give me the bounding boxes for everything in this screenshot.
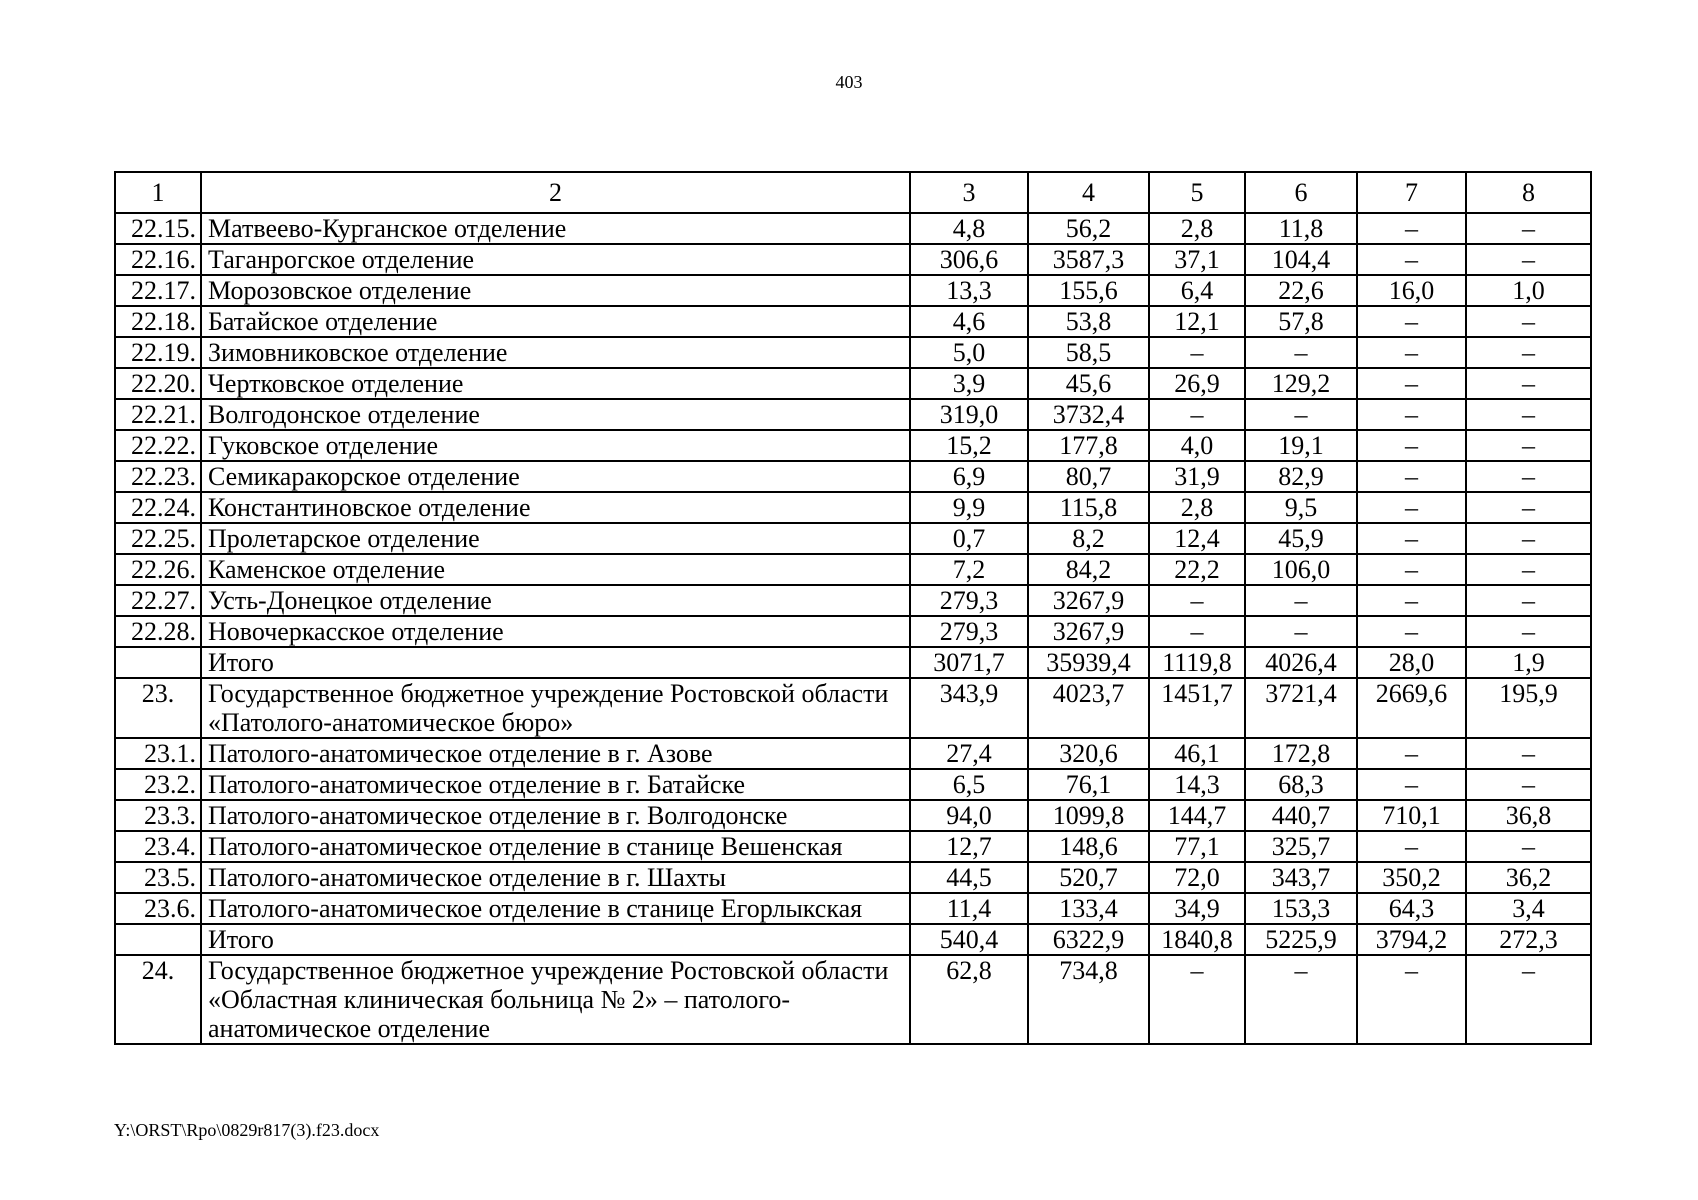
table-row [115,862,1591,893]
table-row [115,893,1591,924]
value-cell: – [1245,337,1357,368]
header-cell: 3 [910,172,1028,213]
row-number-cell: 22.20. [115,368,201,399]
value-cell: – [1466,213,1591,244]
row-number-cell: 22.28. [115,616,201,647]
value-cell: 520,7 [1028,862,1149,893]
value-cell: 3732,4 [1028,399,1149,430]
value-cell: 8,2 [1028,523,1149,554]
row-name-cell: Итого [201,924,910,955]
value-cell: – [1245,955,1357,1044]
value-cell: 64,3 [1357,893,1466,924]
value-cell: 76,1 [1028,769,1149,800]
value-cell: 34,9 [1149,893,1245,924]
row-name-cell: Зимовниковское отделение [201,337,910,368]
value-cell: 36,2 [1466,862,1591,893]
table-row [115,924,1591,955]
value-cell: – [1466,585,1591,616]
header-cell: 7 [1357,172,1466,213]
value-cell: 68,3 [1245,769,1357,800]
value-cell: 56,2 [1028,213,1149,244]
value-cell: 58,5 [1028,337,1149,368]
value-cell: 2,8 [1149,492,1245,523]
value-cell: 177,8 [1028,430,1149,461]
value-cell: 3,9 [910,368,1028,399]
value-cell: – [1357,738,1466,769]
row-number-cell: 23.5. [115,862,201,893]
table-row [115,213,1591,244]
row-name-cell: Патолого-анатомическое отделение в станице Егорлыкская [201,893,910,924]
value-cell: – [1245,616,1357,647]
value-cell: – [1466,492,1591,523]
value-cell: – [1149,399,1245,430]
row-number-cell: 23.2. [115,769,201,800]
value-cell: 148,6 [1028,831,1149,862]
row-number-cell: 22.23. [115,461,201,492]
header-cell: 4 [1028,172,1149,213]
row-name-cell: Пролетарское отделение [201,523,910,554]
value-cell: 1099,8 [1028,800,1149,831]
value-cell: – [1466,337,1591,368]
value-cell: – [1466,831,1591,862]
value-cell: 6,5 [910,769,1028,800]
table-row [115,800,1591,831]
row-name-cell: Новочеркасское отделение [201,616,910,647]
row-number-cell [115,647,201,678]
value-cell: – [1357,461,1466,492]
value-cell: – [1466,616,1591,647]
value-cell: 343,9 [910,678,1028,738]
header-cell: 5 [1149,172,1245,213]
row-number-cell [115,924,201,955]
value-cell: 734,8 [1028,955,1149,1044]
table-row [115,461,1591,492]
value-cell: 320,6 [1028,738,1149,769]
value-cell: 15,2 [910,430,1028,461]
value-cell: – [1245,399,1357,430]
row-number-cell: 23. [115,678,201,738]
value-cell: 1,0 [1466,275,1591,306]
row-name-cell: Волгодонское отделение [201,399,910,430]
value-cell: – [1357,955,1466,1044]
table-row [115,831,1591,862]
value-cell: 104,4 [1245,244,1357,275]
row-name-cell: Патолого-анатомическое отделение в г. Батайске [201,769,910,800]
value-cell: 1451,7 [1149,678,1245,738]
value-cell: 11,4 [910,893,1028,924]
value-cell: – [1357,399,1466,430]
value-cell: 153,3 [1245,893,1357,924]
value-cell: – [1357,585,1466,616]
value-cell: 306,6 [910,244,1028,275]
value-cell: 106,0 [1245,554,1357,585]
value-cell: – [1466,399,1591,430]
table-row [115,430,1591,461]
value-cell: 4023,7 [1028,678,1149,738]
value-cell: 45,9 [1245,523,1357,554]
value-cell: 77,1 [1149,831,1245,862]
row-number-cell: 22.27. [115,585,201,616]
row-number-cell: 22.19. [115,337,201,368]
row-number-cell: 23.1. [115,738,201,769]
row-name-cell: Матвеево-Курганское отделение [201,213,910,244]
value-cell: 5,0 [910,337,1028,368]
page-number: 403 [835,72,863,92]
value-cell: 7,2 [910,554,1028,585]
row-number-cell: 22.25. [115,523,201,554]
row-name-cell: Семикаракорское отделение [201,461,910,492]
table-row [115,275,1591,306]
value-cell: – [1466,306,1591,337]
row-number-cell: 22.17. [115,275,201,306]
value-cell: 53,8 [1028,306,1149,337]
value-cell: 6,9 [910,461,1028,492]
value-cell: 19,1 [1245,430,1357,461]
value-cell: 350,2 [1357,862,1466,893]
row-number-cell: 22.16. [115,244,201,275]
value-cell: – [1357,337,1466,368]
value-cell: 144,7 [1149,800,1245,831]
value-cell: 172,8 [1245,738,1357,769]
value-cell: 35939,4 [1028,647,1149,678]
row-name-cell: Усть-Донецкое отделение [201,585,910,616]
value-cell: 540,4 [910,924,1028,955]
value-cell: 115,8 [1028,492,1149,523]
value-cell: 0,7 [910,523,1028,554]
value-cell: 710,1 [1357,800,1466,831]
value-cell: – [1466,461,1591,492]
table-row [115,368,1591,399]
value-cell: 3267,9 [1028,585,1149,616]
value-cell: 36,8 [1466,800,1591,831]
value-cell: 4,8 [910,213,1028,244]
value-cell: 319,0 [910,399,1028,430]
header-cell: 2 [201,172,910,213]
row-name-cell: Таганрогское отделение [201,244,910,275]
value-cell: 11,8 [1245,213,1357,244]
value-cell: 1840,8 [1149,924,1245,955]
value-cell: 62,8 [910,955,1028,1044]
table-row [115,492,1591,523]
table-row [115,554,1591,585]
row-number-cell: 22.18. [115,306,201,337]
value-cell: 2,8 [1149,213,1245,244]
value-cell: 4026,4 [1245,647,1357,678]
value-cell: 9,5 [1245,492,1357,523]
value-cell: 22,2 [1149,554,1245,585]
value-cell: 440,7 [1245,800,1357,831]
value-cell: 6322,9 [1028,924,1149,955]
value-cell: 4,6 [910,306,1028,337]
value-cell: – [1357,831,1466,862]
value-cell: 3267,9 [1028,616,1149,647]
table-row [115,244,1591,275]
table-row [115,306,1591,337]
value-cell: – [1466,554,1591,585]
value-cell: 28,0 [1357,647,1466,678]
value-cell: – [1149,616,1245,647]
value-cell: 82,9 [1245,461,1357,492]
row-number-cell: 23.3. [115,800,201,831]
row-number-cell: 23.4. [115,831,201,862]
value-cell: – [1466,244,1591,275]
value-cell: – [1466,738,1591,769]
value-cell: 45,6 [1028,368,1149,399]
value-cell: 27,4 [910,738,1028,769]
value-cell: 4,0 [1149,430,1245,461]
value-cell: 26,9 [1149,368,1245,399]
table-row [115,399,1591,430]
value-cell: 272,3 [1466,924,1591,955]
row-name-cell: Константиновское отделение [201,492,910,523]
row-number-cell: 24. [115,955,201,1044]
header-cell: 8 [1466,172,1591,213]
value-cell: 46,1 [1149,738,1245,769]
row-name-cell: Патолого-анатомическое отделение в г. Азове [201,738,910,769]
table-row [115,955,1591,1044]
value-cell: 1,9 [1466,647,1591,678]
value-cell: 57,8 [1245,306,1357,337]
value-cell: 44,5 [910,862,1028,893]
value-cell: – [1357,769,1466,800]
row-name-cell: Государственное бюджетное учреждение Ростовской области «Областная клиническая больница № 2» – патолого-анатомическое отделение [201,955,910,1044]
value-cell: 343,7 [1245,862,1357,893]
value-cell: – [1357,244,1466,275]
value-cell: 155,6 [1028,275,1149,306]
row-name-cell: Патолого-анатомическое отделение в станице Вешенская [201,831,910,862]
row-number-cell: 22.22. [115,430,201,461]
value-cell: 12,1 [1149,306,1245,337]
table-row [115,337,1591,368]
value-cell: – [1357,554,1466,585]
row-name-cell: Гуковское отделение [201,430,910,461]
value-cell: – [1466,368,1591,399]
value-cell: 133,4 [1028,893,1149,924]
header-cell: 6 [1245,172,1357,213]
value-cell: 195,9 [1466,678,1591,738]
value-cell: 37,1 [1149,244,1245,275]
header-cell: 1 [115,172,201,213]
value-cell: – [1149,585,1245,616]
value-cell: 12,7 [910,831,1028,862]
value-cell: 22,6 [1245,275,1357,306]
row-number-cell: 22.26. [115,554,201,585]
value-cell: – [1357,523,1466,554]
table-row [115,647,1591,678]
data-table [114,171,1592,1045]
table-row [115,738,1591,769]
value-cell: 14,3 [1149,769,1245,800]
table-row [115,769,1591,800]
value-cell: – [1466,430,1591,461]
table-row [115,678,1591,738]
value-cell: 1119,8 [1149,647,1245,678]
row-name-cell: Государственное бюджетное учреждение Ростовской области «Патолого-анатомическое бюро» [201,678,910,738]
file-path-footer: Y:\ORST\Rpo\0829r817(3).f23.docx [114,1120,380,1140]
value-cell: 279,3 [910,616,1028,647]
value-cell: 6,4 [1149,275,1245,306]
row-number-cell: 22.21. [115,399,201,430]
value-cell: – [1357,368,1466,399]
row-number-cell: 23.6. [115,893,201,924]
value-cell: 3794,2 [1357,924,1466,955]
value-cell: 16,0 [1357,275,1466,306]
row-name-cell: Чертковское отделение [201,368,910,399]
value-cell: 325,7 [1245,831,1357,862]
value-cell: – [1357,306,1466,337]
value-cell: 3,4 [1466,893,1591,924]
value-cell: – [1466,523,1591,554]
row-name-cell: Итого [201,647,910,678]
value-cell: 279,3 [910,585,1028,616]
value-cell: 3071,7 [910,647,1028,678]
value-cell: 3721,4 [1245,678,1357,738]
value-cell: – [1466,955,1591,1044]
value-cell: 13,3 [910,275,1028,306]
value-cell: 12,4 [1149,523,1245,554]
row-number-cell: 22.15. [115,213,201,244]
table-header-row [115,172,1591,213]
row-name-cell: Каменское отделение [201,554,910,585]
value-cell: – [1357,492,1466,523]
value-cell: – [1149,337,1245,368]
row-name-cell: Патолого-анатомическое отделение в г. Волгодонске [201,800,910,831]
value-cell: 2669,6 [1357,678,1466,738]
table-row [115,523,1591,554]
value-cell: – [1245,585,1357,616]
row-name-cell: Батайское отделение [201,306,910,337]
value-cell: 31,9 [1149,461,1245,492]
value-cell: – [1357,430,1466,461]
value-cell: 3587,3 [1028,244,1149,275]
value-cell: 9,9 [910,492,1028,523]
row-number-cell: 22.24. [115,492,201,523]
value-cell: 94,0 [910,800,1028,831]
value-cell: 84,2 [1028,554,1149,585]
table-row [115,616,1591,647]
table-body [115,172,1591,1044]
value-cell: 80,7 [1028,461,1149,492]
value-cell: – [1149,955,1245,1044]
table-row [115,585,1591,616]
value-cell: – [1466,769,1591,800]
value-cell: 5225,9 [1245,924,1357,955]
value-cell: – [1357,616,1466,647]
row-name-cell: Патолого-анатомическое отделение в г. Шахты [201,862,910,893]
row-name-cell: Морозовское отделение [201,275,910,306]
value-cell: 129,2 [1245,368,1357,399]
value-cell: – [1357,213,1466,244]
value-cell: 72,0 [1149,862,1245,893]
